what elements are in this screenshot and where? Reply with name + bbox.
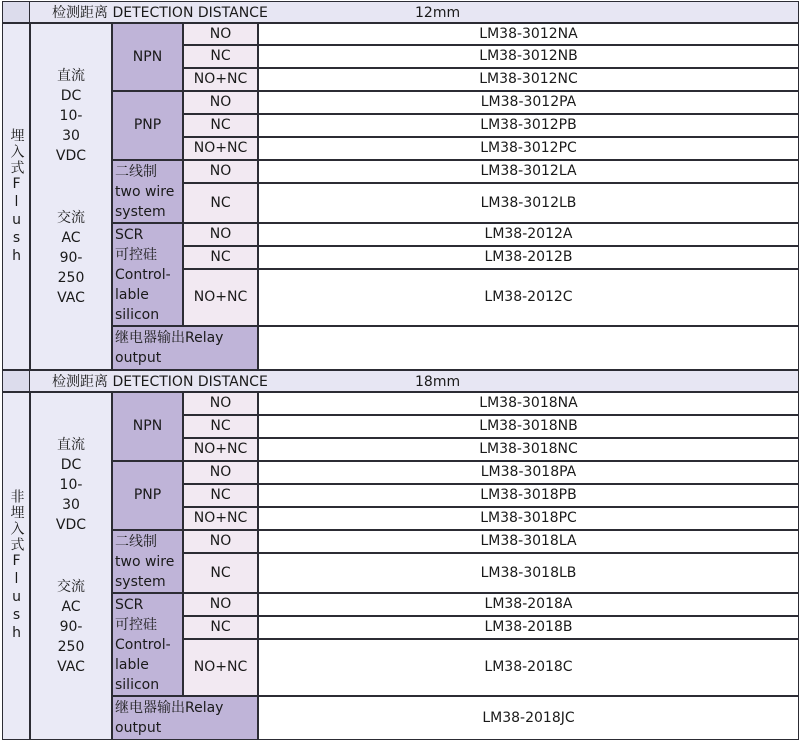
contact-type-cell: NC (183, 484, 258, 507)
model-number-cell (258, 326, 799, 370)
model-number-cell: LM38-3018NB (258, 415, 799, 438)
contact-type-cell: NO+NC (183, 438, 258, 461)
detection-distance-header (2, 1, 799, 23)
output-type-cell: NPN (112, 392, 183, 461)
contact-type-cell: NO (183, 461, 258, 484)
mount-type-label: 非埋入式Flush (2, 392, 30, 740)
model-number-cell: LM38-3018NA (258, 392, 799, 415)
model-number-cell: LM38-3018NC (258, 438, 799, 461)
detection-distance-value: 18mm (415, 374, 461, 390)
model-number-cell: LM38-3012PC (258, 137, 799, 160)
power-ac-label: 交流 AC 90- 250 VAC (57, 210, 85, 306)
output-type-cell: 二线制 two wire system (112, 530, 183, 593)
contact-type-cell: NO (183, 223, 258, 246)
model-number-cell: LM38-3018LB (258, 553, 799, 593)
output-type-cell: NPN (112, 23, 183, 91)
detection-distance-header (2, 370, 799, 392)
header-side-strip (2, 1, 30, 23)
power-dc-label: 直流 DC 10- 30 VDC (55, 68, 87, 164)
mount-type-label: 埋入式Flush (2, 23, 30, 370)
power-dc-label: 直流 DC 10- 30 VDC (55, 437, 87, 533)
output-type-cell: SCR 可控硅 Control- lable silicon (112, 593, 183, 696)
contact-type-cell: NO+NC (183, 269, 258, 326)
power-supply-cell (30, 23, 112, 370)
model-number-cell: LM38-3012PB (258, 114, 799, 137)
contact-type-cell: NO+NC (183, 137, 258, 160)
contact-type-cell: NO+NC (183, 639, 258, 696)
output-type-cell: 二线制 two wire system (112, 160, 183, 223)
model-number-cell: LM38-3012NA (258, 23, 799, 45)
model-number-cell: LM38-2018JC (258, 696, 799, 740)
model-number-cell: LM38-3012LB (258, 183, 799, 223)
model-number-cell: LM38-2012B (258, 246, 799, 269)
contact-type-cell: NO (183, 593, 258, 616)
contact-type-cell: NO (183, 392, 258, 415)
contact-type-cell: NC (183, 616, 258, 639)
contact-type-cell: NO+NC (183, 68, 258, 91)
model-number-cell: LM38-3018LA (258, 530, 799, 553)
detection-distance-label: 检测距离 DETECTION DISTANCE (52, 374, 268, 390)
output-type-cell: SCR 可控硅 Control- lable silicon (112, 223, 183, 326)
contact-type-cell: NC (183, 246, 258, 269)
model-number-cell: LM38-3018PB (258, 484, 799, 507)
model-number-cell: LM38-2018B (258, 616, 799, 639)
header-side-strip (2, 370, 30, 392)
output-type-cell: 继电器输出Relay output (112, 696, 258, 740)
contact-type-cell: NC (183, 553, 258, 593)
contact-type-cell: NO (183, 23, 258, 45)
model-number-cell: LM38-2018A (258, 593, 799, 616)
contact-type-cell: NC (183, 415, 258, 438)
contact-type-cell: NO (183, 530, 258, 553)
model-number-cell: LM38-3018PA (258, 461, 799, 484)
contact-type-cell: NC (183, 45, 258, 68)
model-number-cell: LM38-3018PC (258, 507, 799, 530)
contact-type-cell: NO (183, 91, 258, 114)
power-ac-label: 交流 AC 90- 250 VAC (57, 579, 85, 675)
power-supply-cell (30, 392, 112, 740)
detection-distance-value: 12mm (415, 5, 461, 21)
contact-type-cell: NC (183, 183, 258, 223)
detection-distance-label: 检测距离 DETECTION DISTANCE (52, 5, 268, 21)
contact-type-cell: NO (183, 160, 258, 183)
model-number-cell: LM38-2012A (258, 223, 799, 246)
contact-type-cell: NO+NC (183, 507, 258, 530)
model-number-cell: LM38-2018C (258, 639, 799, 696)
model-number-cell: LM38-3012NC (258, 68, 799, 91)
output-type-cell: 继电器输出Relay output (112, 326, 258, 370)
output-type-cell: PNP (112, 91, 183, 160)
model-number-cell: LM38-2012C (258, 269, 799, 326)
model-number-cell: LM38-3012PA (258, 91, 799, 114)
contact-type-cell: NC (183, 114, 258, 137)
model-number-cell: LM38-3012NB (258, 45, 799, 68)
output-type-cell: PNP (112, 461, 183, 530)
model-number-cell: LM38-3012LA (258, 160, 799, 183)
